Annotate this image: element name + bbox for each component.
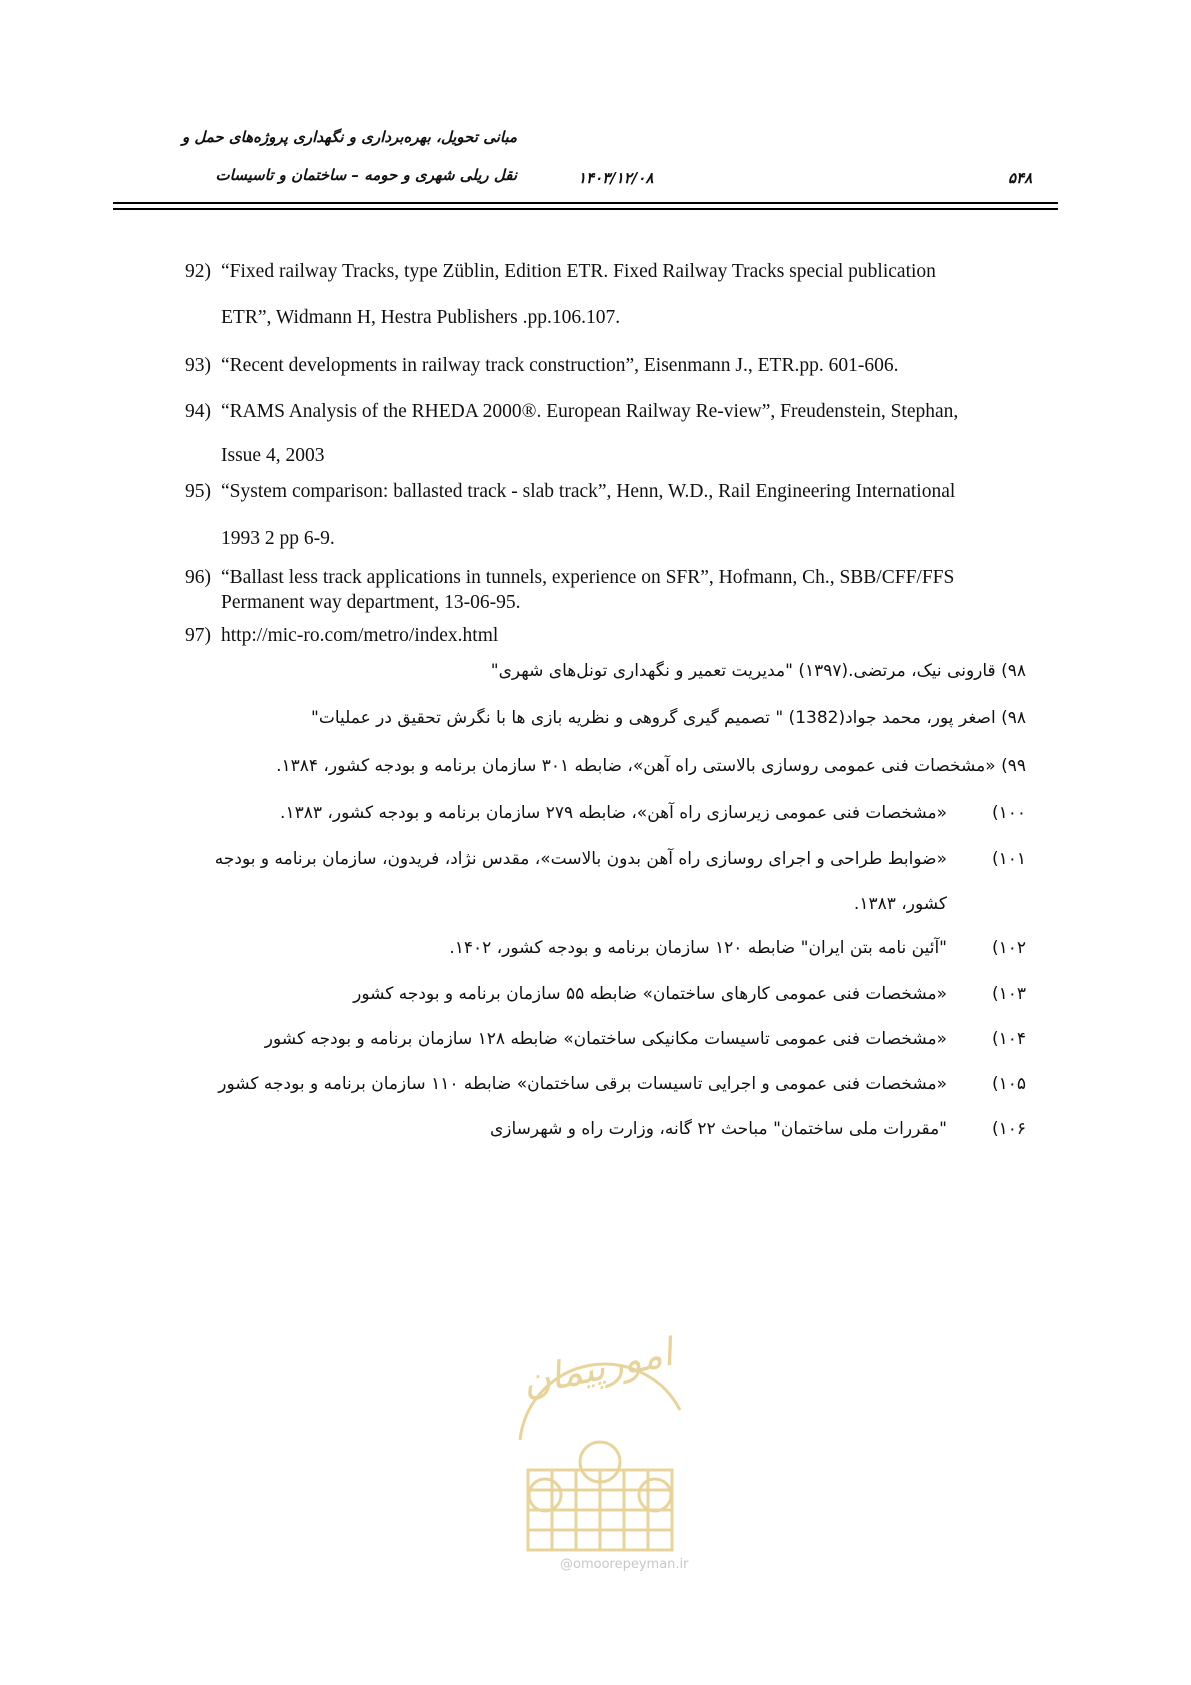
reference-text: «مشخصات فنی عمومی تاسیسات مکانیکی ساختمان» ضابطه ۱۲۸ سازمان برنامه و بودجه کشور — [264, 1029, 947, 1049]
reference-item — [276, 755, 1026, 777]
reference-number: ۹۸) — [1001, 708, 1026, 728]
reference-number: ۱۰۵) — [991, 1074, 1026, 1094]
watermark-logo — [490, 1300, 710, 1560]
page-number: ۵۴۸ — [1008, 169, 1033, 187]
reference-number: 97) — [185, 625, 211, 646]
reference-item — [185, 626, 1055, 646]
reference-text: اصغر پور، محمد جواد(1382) " تصمیم گیری گروهی و نظریه بازی ها با نگرش تحقیق در عملیات" — [311, 708, 996, 728]
reference-number: ۱۰۰) — [991, 803, 1026, 823]
reference-item — [185, 482, 1055, 549]
reference-text: "مقررات ملی ساختمان" مباحث ۲۲ گانه، وزارت راه و شهرسازی — [489, 1119, 947, 1139]
reference-text: «ضوابط طراحی و اجرای روسازی راه آهن بدون بالاست»، مقدس نژاد، فریدون، سازمان برنامه و بودجه — [214, 849, 947, 869]
reference-line: “Recent developments in railway track construction”, Eisenmann J., ETR.pp. 601-606. — [221, 355, 899, 376]
reference-number: ۱۰۲) — [991, 938, 1026, 958]
reference-line: “Ballast less track applications in tunnels, experience on SFR”, Hofmann, Ch., SBB/CFF/FFS — [221, 567, 955, 588]
reference-item — [311, 707, 1026, 729]
reference-number: ۱۰۱) — [991, 849, 1026, 869]
reference-item — [491, 660, 1026, 682]
header-title: مبانی تحویل، بهره‌برداری و نگهداری پروژه‌های حمل و — [181, 128, 517, 146]
reference-text: «مشخصات فنی عمومی زیرسازی راه آهن»، ضابطه ۲۷۹ سازمان برنامه و بودجه کشور، ۱۳۸۳. — [280, 803, 947, 823]
reference-number: 92) — [185, 261, 211, 282]
header-date: ۱۴۰۳/۱۲/۰۸ — [578, 169, 654, 187]
reference-line: http://mic-ro.com/metro/index.html — [221, 625, 499, 646]
reference-line: 1993 2 pp 6-9. — [221, 528, 335, 549]
reference-item — [185, 568, 1055, 613]
reference-number: ۱۰۴) — [991, 1029, 1026, 1049]
reference-item — [185, 262, 1055, 328]
reference-text: «مشخصات فنی عمومی کارهای ساختمان» ضابطه ۵۵ سازمان برنامه و بودجه کشور — [353, 984, 947, 1004]
reference-item — [185, 356, 1055, 376]
watermark-logo-text: امورپیمان — [518, 1329, 677, 1405]
reference-text: «مشخصات فنی عمومی و اجرایی تاسیسات برقی ساختمان» ضابطه ۱۱۰ سازمان برنامه و بودجه کشور — [218, 1074, 947, 1094]
reference-text: «مشخصات فنی عمومی روسازی بالاستی راه آهن»، ضابطه ۳۰۱ سازمان برنامه و بودجه کشور، ۱۳۸۴. — [276, 756, 996, 776]
reference-number: 93) — [185, 355, 211, 376]
reference-line: Issue 4, 2003 — [221, 445, 325, 466]
reference-line: ETR”, Widmann H, Hestra Publishers .pp.106.107. — [221, 307, 621, 328]
reference-line: “Fixed railway Tracks, type Züblin, Edition ETR. Fixed Railway Tracks special publication — [221, 261, 936, 282]
header-subtitle: نقل ریلی شهری و حومه – ساختمان و تاسیسات — [215, 166, 517, 184]
reference-text: قارونی نیک، مرتضی.(۱۳۹۷) "مدیریت تعمیر و نگهداری تونل‌های شهری" — [490, 661, 996, 681]
watermark-site: @omoorepeyman.ir — [560, 1557, 689, 1572]
reference-text-continued: کشور، ۱۳۸۳. — [853, 894, 947, 914]
reference-number: 95) — [185, 481, 211, 502]
reference-number: ۹۹) — [1001, 756, 1026, 776]
header-rule-bottom — [113, 208, 1058, 210]
reference-number: ۱۰۳) — [991, 984, 1026, 1004]
reference-line: Permanent way department, 13-06-95. — [221, 592, 521, 613]
reference-number: ۱۰۶) — [991, 1119, 1026, 1139]
reference-number: 94) — [185, 401, 211, 422]
reference-line: “RAMS Analysis of the RHEDA 2000®. European Railway Re-view”, Freudenstein, Stephan, — [221, 401, 959, 422]
header-rule-top — [113, 202, 1058, 204]
reference-text: "آئین نامه بتن ایران" ضابطه ۱۲۰ سازمان برنامه و بودجه کشور، ۱۴۰۲. — [449, 938, 947, 958]
reference-number: ۹۸) — [1001, 661, 1026, 681]
reference-item — [185, 402, 1055, 466]
reference-line: “System comparison: ballasted track - slab track”, Henn, W.D., Rail Engineering International — [221, 481, 956, 502]
reference-number: 96) — [185, 567, 211, 588]
